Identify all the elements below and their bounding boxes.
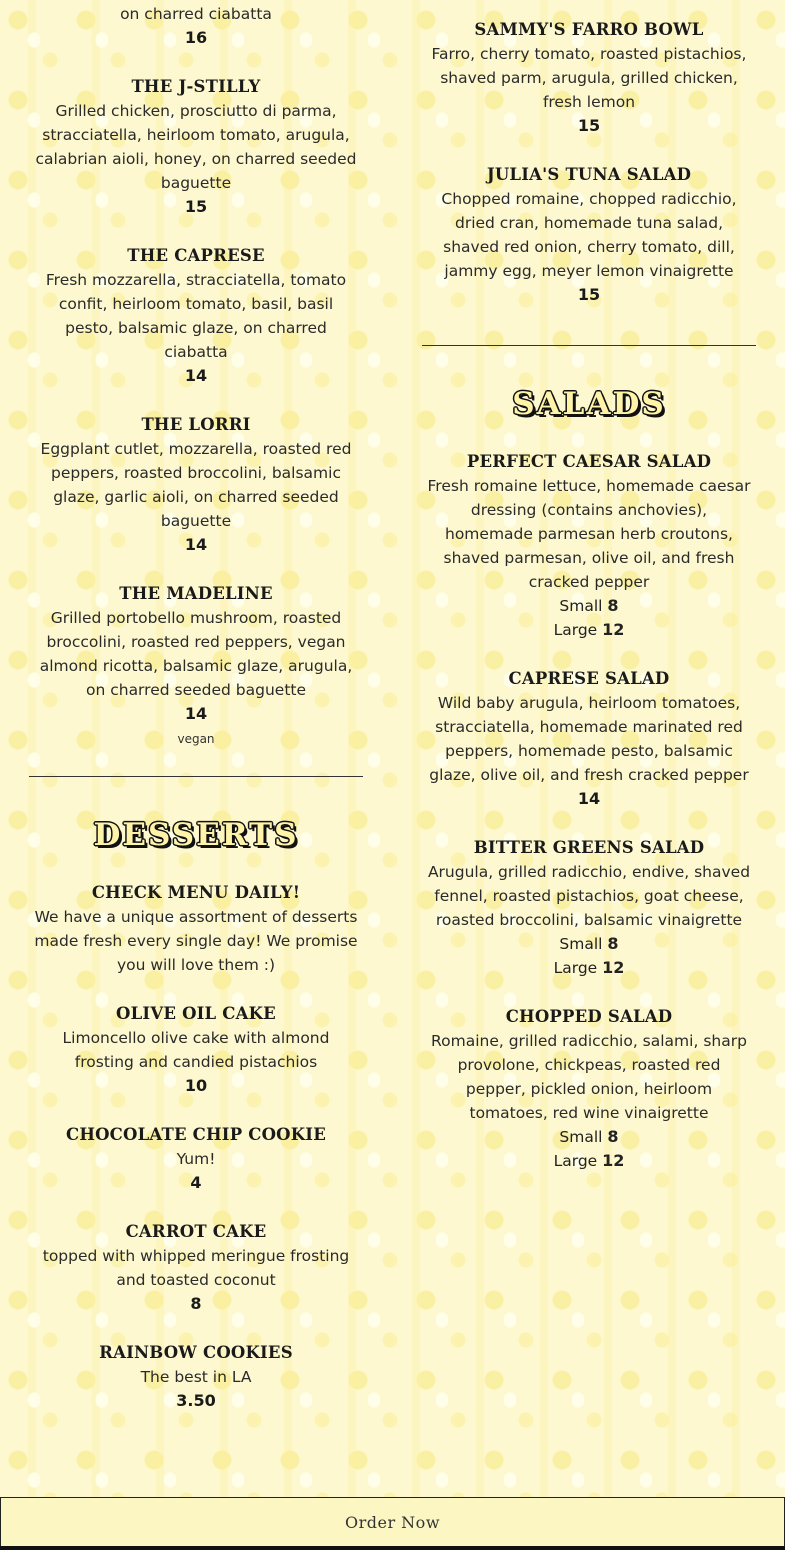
item-name: THE CAPRESE (127, 246, 265, 265)
menu-item-check-menu-daily (29, 881, 363, 977)
menu-item-perfect-caesar-salad (422, 450, 756, 642)
item-description: We have a unique assortment of desserts made fresh every single day! We promise you will love them :) (34, 908, 358, 974)
small-size-price: Small 8 (559, 1127, 619, 1146)
item-price: 14 (577, 789, 601, 808)
menu-item-caprese (29, 244, 363, 388)
item-name: THE MADELINE (119, 584, 273, 603)
menu-column-left (29, 2, 363, 1438)
item-name: THE LORRI (141, 415, 251, 434)
menu-item-carrot-cake (29, 1220, 363, 1316)
item-price: 15 (184, 197, 208, 216)
item-description: Romaine, grilled radicchio, salami, sharp provolone, chickpeas, roasted red pepper, pickled onion, heirloom tomatoes, red wine vinaigrette (431, 1032, 747, 1122)
menu-item-rainbow-cookies (29, 1341, 363, 1413)
item-name: CHECK MENU DAILY! (91, 883, 301, 902)
item-description: Farro, cherry tomato, roasted pistachios, shaved parm, arugula, grilled chicken, fresh lemon (431, 45, 747, 111)
menu-item-olive-oil-cake (29, 1002, 363, 1098)
order-now-button[interactable] (0, 1497, 785, 1548)
item-name: CHOPPED SALAD (505, 1007, 673, 1026)
item-description: topped with whipped meringue frosting and toasted coconut (42, 1247, 350, 1289)
item-price: 8 (190, 1294, 202, 1313)
item-price: 14 (184, 366, 208, 385)
item-description: Wild baby arugula, heirloom tomatoes, stracciatella, homemade marinated red peppers, homemade pesto, balsamic glaze, olive oil, and fresh cracked pepper (429, 694, 749, 784)
vegan-tag: vegan (177, 732, 215, 746)
large-size-price: Large 12 (553, 1151, 625, 1170)
item-price: 4 (190, 1173, 202, 1192)
item-price: 15 (577, 285, 601, 304)
item-price: 3.50 (176, 1391, 216, 1410)
menu-item-fragment (29, 2, 363, 50)
item-price: 10 (184, 1076, 208, 1095)
menu-item-chocolate-chip-cookie (29, 1123, 363, 1195)
item-name: CAPRESE SALAD (508, 669, 670, 688)
menu-item-sammys-farro-bowl (422, 18, 756, 138)
item-name: CHOCOLATE CHIP COOKIE (65, 1125, 326, 1144)
menu-item-bitter-greens-salad (422, 836, 756, 980)
section-divider (29, 776, 363, 777)
section-divider (422, 345, 756, 346)
item-name: PERFECT CAESAR SALAD (466, 452, 712, 471)
section-title-desserts: DESSERTS (93, 817, 299, 853)
item-description: Eggplant cutlet, mozzarella, roasted red peppers, roasted broccolini, balsamic glaze, garlic aioli, on charred seeded baguette (40, 440, 352, 530)
small-size-price: Small 8 (559, 596, 619, 615)
bottom-edge (0, 1546, 785, 1550)
item-description: The best in LA (140, 1368, 252, 1386)
menu-item-chopped-salad (422, 1005, 756, 1173)
menu-item-julias-tuna-salad (422, 163, 756, 307)
small-size-price: Small 8 (559, 934, 619, 953)
item-description: Grilled chicken, prosciutto di parma, stracciatella, heirloom tomato, arugula, calabrian aioli, honey, on charred seeded baguette (35, 102, 357, 192)
menu-column-right (422, 18, 756, 1198)
item-name: BITTER GREENS SALAD (473, 838, 705, 857)
section-title-salads: SALADS (512, 386, 666, 422)
item-name: JULIA'S TUNA SALAD (486, 165, 692, 184)
large-size-price: Large 12 (553, 958, 625, 977)
item-description: Chopped romaine, chopped radicchio, dried cran, homemade tuna salad, shaved red onion, cherry tomato, dill, jammy egg, meyer lemon vinaigrette (441, 190, 737, 280)
large-size-price: Large 12 (553, 620, 625, 639)
item-price: 16 (184, 28, 208, 47)
menu-item-lorri (29, 413, 363, 557)
item-name: THE J-STILLY (131, 77, 261, 96)
item-price: 15 (577, 116, 601, 135)
menu-item-madeline (29, 582, 363, 752)
item-name: OLIVE OIL CAKE (116, 1004, 276, 1023)
item-description: Yum! (176, 1150, 216, 1168)
item-description: Limoncello olive cake with almond frosting and candied pistachios (62, 1029, 330, 1071)
order-now-label: Order Now (344, 1513, 441, 1532)
item-description: Fresh mozzarella, stracciatella, tomato confit, heirloom tomato, basil, basil pesto, balsamic glaze, on charred ciabatta (45, 271, 347, 361)
menu-item-caprese-salad (422, 667, 756, 811)
item-name: SAMMY'S FARRO BOWL (474, 20, 704, 39)
item-name: RAINBOW COOKIES (99, 1343, 293, 1362)
item-description: Fresh romaine lettuce, homemade caesar dressing (contains anchovies), homemade parmesan herb croutons, shaved parmesan, olive oil, and fresh cracked pepper (427, 477, 751, 591)
item-description: on charred ciabatta (120, 5, 272, 23)
item-price: 14 (184, 535, 208, 554)
menu-item-j-stilly (29, 75, 363, 219)
item-description: Grilled portobello mushroom, roasted broccolini, roasted red peppers, vegan almond ricotta, balsamic glaze, arugula, on charred seeded baguette (39, 609, 353, 699)
item-description: Arugula, grilled radicchio, endive, shaved fennel, roasted pistachios, goat cheese, roasted broccolini, balsamic vinaigrette (427, 863, 751, 929)
item-name: CARROT CAKE (125, 1222, 267, 1241)
item-price: 14 (184, 704, 208, 723)
